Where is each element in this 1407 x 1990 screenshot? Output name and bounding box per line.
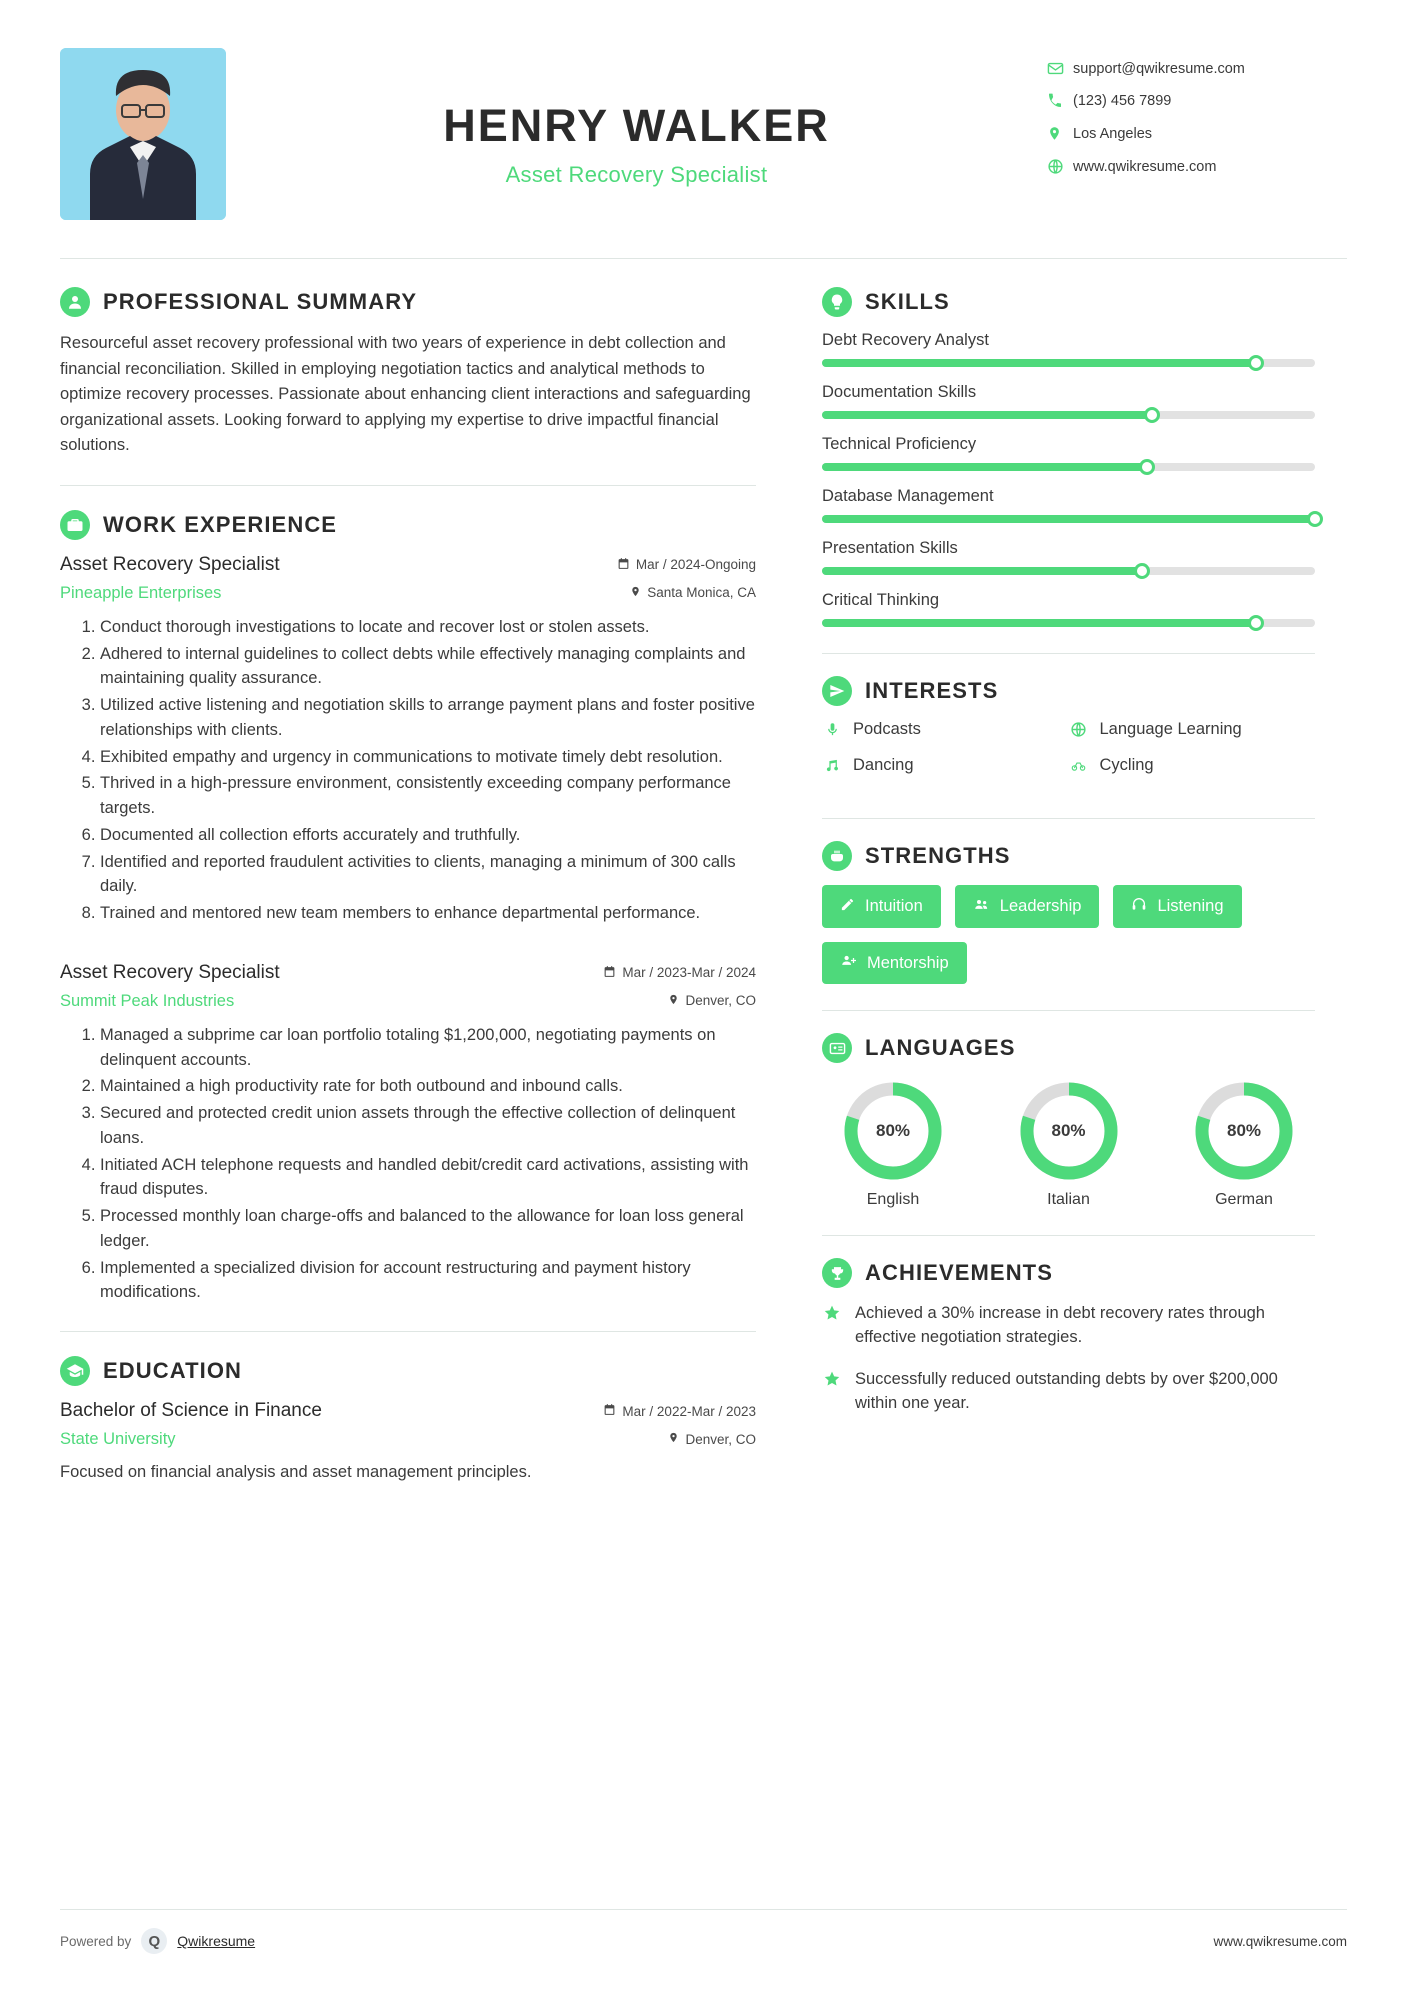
list-item: 8. Trained and mentored new team members to enhance departmental performance. [100, 901, 756, 926]
achievement-item [822, 1368, 1315, 1416]
list-item: 1. Managed a subprime car loan portfolio totaling $1,200,000, negotiating payments on delinquent accounts. [100, 1023, 756, 1073]
calendar-icon [603, 1403, 616, 1419]
page-title: HENRY WALKER [443, 100, 830, 151]
section-header-languages [822, 1033, 1315, 1063]
strengths-list [822, 885, 1315, 984]
skill-bar [822, 359, 1315, 367]
envelope-icon [1047, 60, 1073, 77]
skill-label: Database Management [822, 487, 994, 505]
skill-bar-knob [1307, 511, 1323, 527]
interest-label: Podcasts [853, 720, 921, 738]
section-header-interests [822, 676, 1315, 706]
skill-label: Documentation Skills [822, 383, 977, 401]
skill-bar [822, 567, 1315, 575]
skill-item [822, 331, 1315, 367]
skill-bar-knob [1248, 355, 1264, 371]
languages-list [822, 1077, 1315, 1209]
section-header-skills [822, 287, 1315, 317]
skill-label: Critical Thinking [822, 591, 940, 609]
qwikresume-logo-icon [141, 1928, 167, 1954]
powered-by [60, 1928, 255, 1954]
briefcase-icon [60, 510, 90, 540]
footer-divider [60, 1909, 1347, 1910]
divider [822, 1010, 1315, 1011]
resume-footer [52, 1909, 1355, 1954]
skill-bar-fill [822, 515, 1315, 523]
lightbulb-icon [822, 287, 852, 317]
job-location-value: Santa Monica, CA [647, 585, 756, 601]
job-role: Asset Recovery Specialist [60, 553, 280, 575]
contact-website[interactable] [1047, 158, 1347, 175]
skill-item [822, 383, 1315, 419]
contact-list [1047, 48, 1347, 191]
section-header-summary [60, 287, 756, 317]
language-percent: 80% [1051, 1121, 1086, 1140]
divider [822, 818, 1315, 819]
job-dates [603, 965, 756, 981]
interests-list [822, 720, 1315, 792]
language-item [1179, 1081, 1309, 1209]
trophy-icon [822, 1258, 852, 1288]
job-bullets [86, 1023, 756, 1305]
fist-icon [822, 841, 852, 871]
strength-label: Mentorship [867, 953, 949, 972]
resume-header [52, 40, 1355, 220]
list-item: 7. Identified and reported fraudulent activities to clients, managing a minimum of 300 calls daily. [100, 850, 756, 900]
graduation-cap-icon [60, 1356, 90, 1386]
summary-text: Resourceful asset recovery professional with two years of experience in debt collection and financial reconciliation. Skilled in employing negotiation tactics and analytical methods to optimize recovery processes. Passionate about enhancing client interactions and safeguarding organizational assets. Looking forward to applying my expertise to drive impactful financial solutions. [60, 334, 751, 455]
skill-label: Technical Proficiency [822, 435, 977, 453]
person-icon [60, 287, 90, 317]
education-location-value: Denver, CO [685, 1431, 756, 1447]
skill-item [822, 487, 1315, 523]
skill-bar-knob [1134, 563, 1150, 579]
location-pin-icon [668, 993, 679, 1009]
divider [822, 653, 1315, 654]
contact-location-value: Los Angeles [1073, 125, 1153, 142]
skill-item [822, 435, 1315, 471]
language-percent: 80% [1226, 1121, 1262, 1140]
list-item: 2. Maintained a high productivity rate for both outbound and inbound calls. [100, 1074, 756, 1099]
logo-letter: Q [148, 1932, 161, 1950]
strength-badge [822, 885, 941, 928]
job-company: Summit Peak Industries [60, 991, 235, 1010]
contact-phone[interactable] [1047, 93, 1347, 109]
globe-icon [1047, 158, 1073, 175]
contact-website-value: www.qwikresume.com [1073, 158, 1217, 175]
skill-bar [822, 463, 1315, 471]
job-location [630, 585, 756, 601]
skill-bar-fill [822, 463, 1147, 471]
resume-body [52, 259, 1355, 1488]
degree: Bachelor of Science in Finance [60, 1400, 322, 1422]
list-item: 4. Initiated ACH telephone requests and handled debit/credit card activations, assisting with fraud disputes. [100, 1153, 756, 1203]
achievement-text: Successfully reduced outstanding debts by over $200,000 within one year. [855, 1369, 1278, 1412]
skill-label: Debt Recovery Analyst [822, 331, 989, 349]
job-role: Asset Recovery Specialist [60, 961, 280, 983]
section-title: STRENGTHS [865, 843, 1011, 868]
education-description: Focused on financial analysis and asset management principles. [60, 1463, 532, 1482]
location-pin-icon [630, 585, 641, 601]
interest-item [1069, 720, 1316, 739]
list-item: 5. Thrived in a high-pressure environment, consistently exceeding company performance targets. [100, 771, 756, 821]
list-item: 6. Documented all collection efforts accurately and truthfully. [100, 823, 756, 848]
skill-bar [822, 515, 1315, 523]
section-header-education [60, 1356, 756, 1386]
left-column [60, 259, 800, 1488]
contact-email[interactable] [1047, 60, 1347, 77]
interest-item [822, 720, 1069, 739]
skill-bar-fill [822, 619, 1256, 627]
list-item: 4. Exhibited empathy and urgency in communications to motivate timely debt resolution. [100, 745, 756, 770]
interest-label: Language Learning [1099, 720, 1242, 738]
education-dates-value: Mar / 2022-Mar / 2023 [622, 1403, 756, 1419]
star-badge-icon [822, 1368, 842, 1416]
job-dates-value: Mar / 2023-Mar / 2024 [622, 965, 756, 981]
skill-label: Presentation Skills [822, 539, 958, 557]
avatar-illustration [60, 48, 226, 220]
job-company: Pineapple Enterprises [60, 583, 222, 602]
job-title: Asset Recovery Specialist [505, 162, 768, 187]
headphones-icon [1131, 896, 1147, 917]
interest-item [822, 756, 1069, 775]
language-item [1004, 1081, 1134, 1209]
microphone-icon [822, 721, 842, 738]
globe-icon [1069, 721, 1089, 738]
language-ring [1194, 1081, 1294, 1181]
skill-bar-knob [1144, 407, 1160, 423]
list-item: 2. Adhered to internal guidelines to collect debts while effectively managing complaints and maintaining quality assurance. [100, 642, 756, 692]
divider [60, 485, 756, 486]
section-title: ACHIEVEMENTS [865, 1260, 1053, 1285]
skill-item [822, 591, 1315, 627]
name-block [226, 48, 1047, 188]
contact-email-value: support@qwikresume.com [1073, 60, 1245, 77]
section-title: SKILLS [865, 289, 950, 314]
language-name: German [1215, 1191, 1273, 1208]
music-note-icon [822, 757, 842, 774]
section-header-achievements [822, 1258, 1315, 1288]
contact-phone-value: (123) 456 7899 [1073, 93, 1172, 109]
language-item [828, 1081, 958, 1209]
job-location [668, 993, 756, 1009]
skill-bar [822, 411, 1315, 419]
list-item: 5. Processed monthly loan charge-offs and balanced to the allowance for loan loss general ledger. [100, 1204, 756, 1254]
skill-bar [822, 619, 1315, 627]
skill-bar-knob [1139, 459, 1155, 475]
language-name: English [866, 1191, 920, 1208]
strength-badge [955, 885, 1100, 928]
skill-bar-fill [822, 359, 1256, 367]
phone-icon [1047, 93, 1073, 109]
section-title: EDUCATION [103, 1358, 243, 1384]
skill-item [822, 539, 1315, 575]
language-ring [1019, 1081, 1119, 1181]
skill-bar-fill [822, 411, 1152, 419]
section-title: WORK EXPERIENCE [103, 511, 338, 537]
pen-icon [840, 897, 855, 917]
job-dates-value: Mar / 2024-Ongoing [635, 557, 756, 573]
list-item: 1. Conduct thorough investigations to locate and recover lost or stolen assets. [100, 615, 756, 640]
divider [60, 1331, 756, 1332]
skill-bar-fill [822, 567, 1142, 575]
education-entry [60, 1400, 756, 1482]
strength-label: Listening [1157, 897, 1224, 915]
interest-item [1069, 756, 1316, 775]
footer-url[interactable]: www.qwikresume.com [1213, 1933, 1347, 1949]
qwikresume-link[interactable]: Qwikresume [177, 1933, 256, 1949]
section-title: PROFESSIONAL SUMMARY [103, 289, 418, 314]
achievement-text: Achieved a 30% increase in debt recovery rates through effective negotiation strategies. [855, 1304, 1265, 1346]
section-title: LANGUAGES [865, 1035, 1016, 1060]
school-name: State University [60, 1430, 176, 1449]
id-card-icon [822, 1033, 852, 1063]
interest-label: Dancing [853, 756, 914, 774]
section-header-strengths [822, 841, 1315, 871]
education-dates [603, 1403, 756, 1419]
job-location-value: Denver, CO [685, 993, 756, 1009]
achievement-item [822, 1302, 1315, 1350]
people-icon [973, 897, 990, 917]
section-header-work [60, 510, 756, 540]
work-entry [60, 962, 756, 1305]
strength-badge [1113, 885, 1241, 928]
avatar [60, 48, 226, 220]
list-item: 3. Utilized active listening and negotiation skills to arrange payment plans and foster positive relationships with clients. [100, 693, 756, 743]
language-ring [843, 1081, 943, 1181]
divider [822, 1235, 1315, 1236]
education-location [668, 1431, 756, 1447]
calendar-icon [617, 557, 630, 573]
powered-by-label: Powered by [60, 1933, 132, 1949]
section-title: INTERESTS [865, 678, 999, 703]
location-pin-icon [1047, 125, 1073, 142]
star-badge-icon [822, 1302, 842, 1350]
paper-plane-icon [822, 676, 852, 706]
calendar-icon [603, 965, 616, 981]
user-plus-icon [840, 953, 857, 973]
language-name: Italian [1047, 1191, 1090, 1208]
work-entry [60, 554, 756, 926]
strength-badge [822, 942, 967, 984]
location-pin-icon [668, 1431, 679, 1447]
right-column [800, 259, 1315, 1488]
list-item: 6. Implemented a specialized division for account restructuring and payment history modifications. [100, 1256, 756, 1306]
strength-label: Intuition [865, 897, 923, 915]
contact-location [1047, 125, 1347, 142]
job-dates [617, 557, 756, 573]
job-bullets [86, 615, 756, 926]
language-percent: 80% [875, 1121, 911, 1140]
interest-label: Cycling [1099, 756, 1154, 774]
list-item: 3. Secured and protected credit union assets through the effective collection of delinquent loans. [100, 1101, 756, 1151]
strength-label: Leadership [999, 897, 1082, 915]
bicycle-icon [1069, 758, 1089, 773]
skill-bar-knob [1248, 615, 1264, 631]
